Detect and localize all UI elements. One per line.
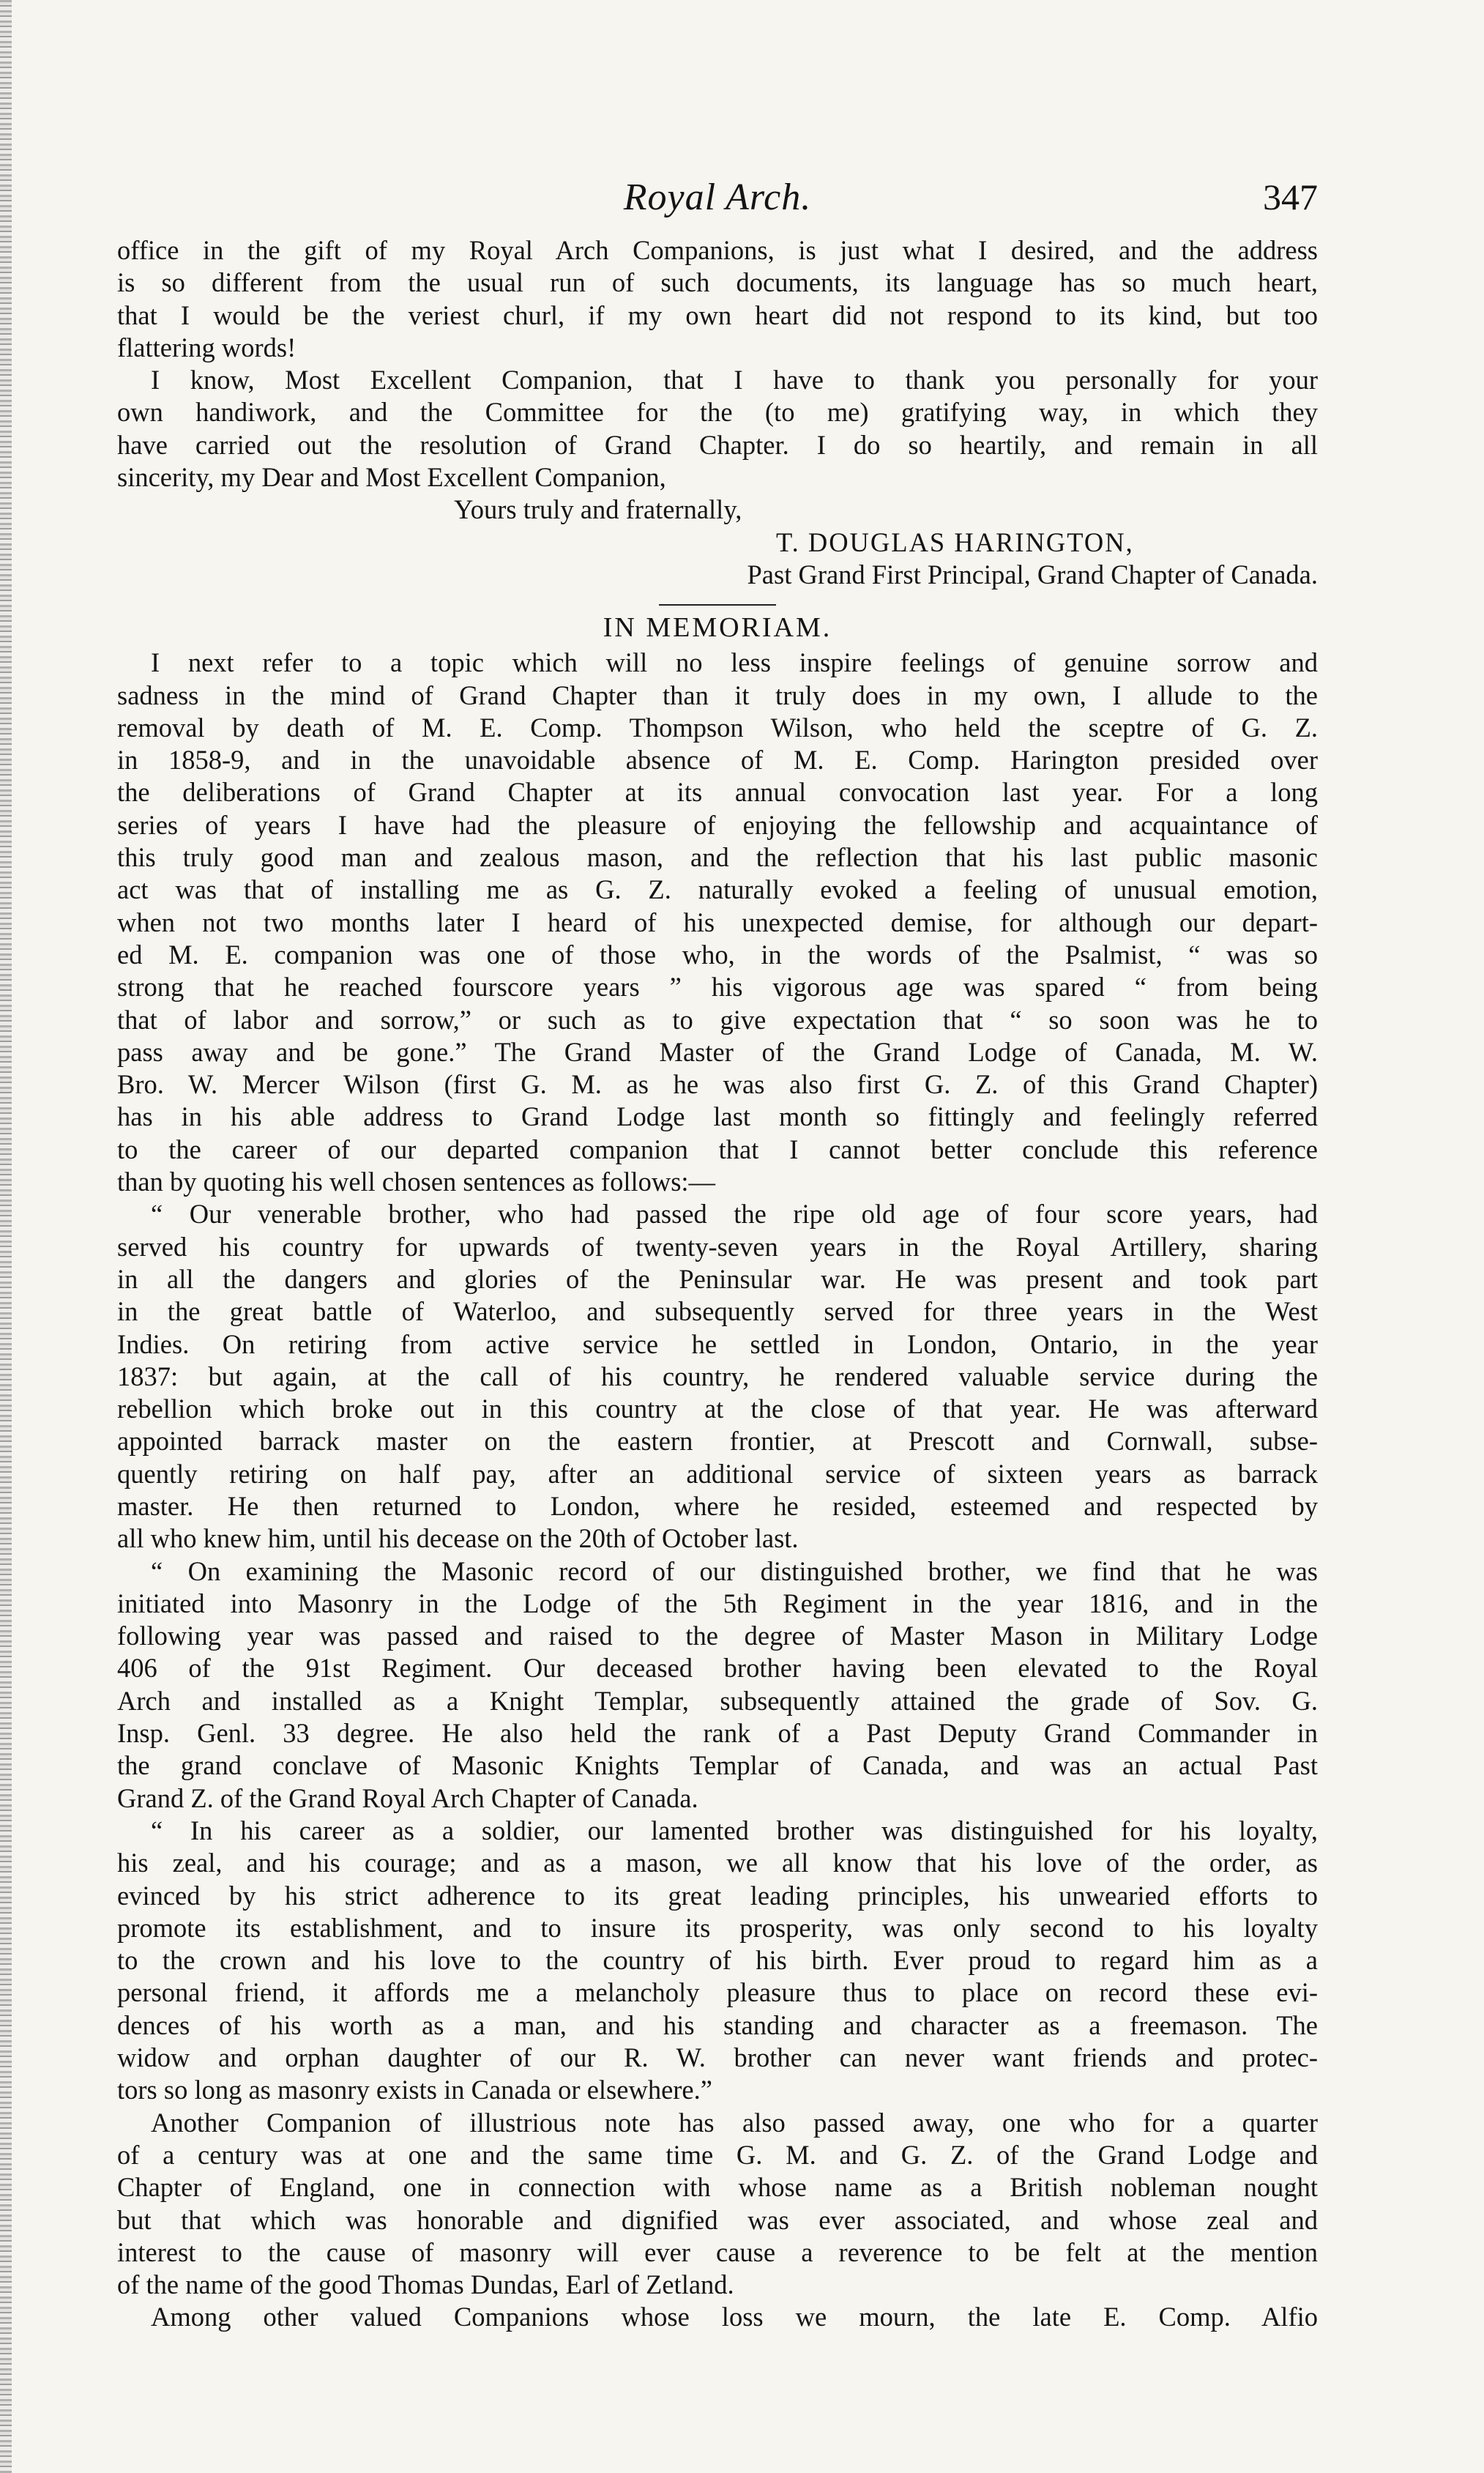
text-line: master. He then returned to London, where he resided, esteemed and respected by [117, 1490, 1318, 1521]
memoriam-paragraph-3 [117, 1555, 1318, 1815]
text-line: tors so long as masonry exists in Canada or elsewhere.” [117, 2075, 712, 2105]
text-line: has in his able address to Grand Lodge last month so fittingly and feelingly referred [117, 1101, 1318, 1132]
text-line: sincerity, my Dear and Most Excellent Companion, [117, 462, 666, 493]
page-header [117, 176, 1318, 234]
memoriam-paragraph-1 [117, 647, 1318, 1198]
text-line: sadness in the mind of Grand Chapter than it truly does in my own, I allude to the [117, 680, 1318, 710]
memoriam-paragraph-2 [117, 1198, 1318, 1555]
text-line: I next refer to a topic which will no less inspire feelings of genuine sorrow and [151, 647, 1318, 678]
section-divider [659, 604, 776, 606]
text-line: Chapter of England, one in connection with whose name as a British nobleman nought [117, 2172, 1318, 2203]
page-number: 347 [1263, 176, 1318, 217]
text-line: evinced by his strict adherence to its great leading principles, his unwearied efforts to [117, 1880, 1318, 1911]
text-line: widow and orphan daughter of our R. W. brother can never want friends and protec- [117, 2042, 1318, 2073]
text-line: served his country for upwards of twenty-seven years in the Royal Artillery, sharing [117, 1231, 1318, 1262]
text-line: series of years I have had the pleasure of enjoying the fellowship and acquaintance of [117, 809, 1318, 840]
text-line: that I would be the veriest churl, if my own heart did not respond to its kind, but too [117, 300, 1318, 330]
letter-paragraph-2 [117, 364, 1318, 494]
text-line: in 1858-9, and in the unavoidable absence of M. E. Comp. Harington presided over [117, 745, 1318, 776]
text-line: this truly good man and zealous mason, and the reflection that his last public masonic [117, 842, 1318, 873]
text-line: strong that he reached fourscore years ” his vigorous age was spared “ from being [117, 972, 1318, 1003]
text-line: the grand conclave of Masonic Knights Templar of Canada, and was an actual Past [117, 1750, 1318, 1781]
book-page [117, 176, 1318, 2334]
text-line: Another Companion of illustrious note has also passed away, one who for a quarter [151, 2107, 1318, 2138]
text-line: flattering words! [117, 332, 297, 362]
text-line: but that which was honorable and dignified was ever associated, and whose zeal and [117, 2204, 1318, 2235]
running-title: Royal Arch. [623, 176, 812, 218]
text-line: Insp. Genl. 33 degree. He also held the rank of a Past Deputy Grand Commander in [117, 1718, 1318, 1749]
memoriam-paragraph-5 [117, 2107, 1318, 2302]
memoriam-paragraph-6 [117, 2301, 1318, 2333]
text-line: have carried out the resolution of Grand Chapter. I do so heartily, and remain in all [117, 429, 1318, 460]
text-line: I know, Most Excellent Companion, that I have to thank you personally for your [151, 365, 1318, 395]
text-line: interest to the cause of masonry will ever cause a reverence to be felt at the mention [117, 2236, 1318, 2267]
text-line: 1837: but again, at the call of his country, he rendered valuable service during the [117, 1361, 1318, 1391]
section-heading: IN MEMORIAM. [603, 612, 832, 644]
text-line: in the great battle of Waterloo, and subsequently served for three years in the West [117, 1296, 1318, 1327]
text-line: “ On examining the Masonic record of our distinguished brother, we find that he was [151, 1555, 1318, 1586]
text-line: to the career of our departed companion that I cannot better conclude this reference [117, 1134, 1318, 1164]
text-line: rebellion which broke out in this country at the close of that year. He was afterward [117, 1394, 1318, 1424]
text-line: to the crown and his love to the country of his birth. Ever proud to regard him as a [117, 1945, 1318, 1976]
signatory-name: T. DOUGLAS HARINGTON, [776, 527, 1134, 557]
text-line: Bro. W. Mercer Wilson (first G. M. as he was also first G. Z. of this Grand Chapter) [117, 1069, 1318, 1100]
text-line: Arch and installed as a Knight Templar, subsequently attained the grade of Sov. G. [117, 1685, 1318, 1716]
text-line: ed M. E. companion was one of those who, in the words of the Psalmist, “ was so [117, 939, 1318, 970]
text-line: pass away and be gone.” The Grand Master of the Grand Lodge of Canada, M. W. [117, 1036, 1318, 1067]
text-line: when not two months later I heard of his unexpected demise, for although our depart- [117, 907, 1318, 937]
memoriam-paragraph-4 [117, 1815, 1318, 2107]
text-line: removal by death of M. E. Comp. Thompson Wilson, who held the sceptre of G. Z. [117, 712, 1318, 743]
text-line: than by quoting his well chosen sentences as follows:— [117, 1167, 716, 1197]
text-line: own handiwork, and the Committee for the (to me) gratifying way, in which they [117, 397, 1318, 428]
text-line: that of labor and sorrow,” or such as to give expectation that “ so soon was he to [117, 1004, 1318, 1035]
letter-signature-block [117, 494, 1318, 591]
text-line: office in the gift of my Royal Arch Companions, is just what I desired, and the address [117, 235, 1318, 265]
text-line: in all the dangers and glories of the Peninsular war. He was present and took part [117, 1263, 1318, 1294]
text-line: the deliberations of Grand Chapter at its annual convocation last year. For a long [117, 777, 1318, 808]
signatory-title: Past Grand First Principal, Grand Chapter of Canada. [747, 559, 1318, 590]
text-line: quently retiring on half pay, after an additional service of sixteen years as barrack [117, 1458, 1318, 1489]
letter-paragraph-1 [117, 234, 1318, 364]
text-line: his zeal, and his courage; and as a mason, we all know that his love of the order, as [117, 1848, 1318, 1878]
text-line: Indies. On retiring from active service he settled in London, Ontario, in the year [117, 1328, 1318, 1359]
text-line: 406 of the 91st Regiment. Our deceased brother having been elevated to the Royal [117, 1653, 1318, 1684]
letter-closing: Yours truly and fraternally, [454, 494, 742, 525]
text-line: Grand Z. of the Grand Royal Arch Chapter of Canada. [117, 1782, 698, 1813]
book-binding-edge [0, 0, 12, 2473]
text-line: all who knew him, until his decease on the 20th of October last. [117, 1523, 799, 1554]
text-line: dences of his worth as a man, and his standing and character as a freemason. The [117, 2009, 1318, 2040]
text-line: is so different from the usual run of such documents, its language has so much heart, [117, 267, 1318, 298]
text-line: “ Our venerable brother, who had passed the ripe old age of four score years, had [151, 1199, 1318, 1230]
text-line: personal friend, it affords me a melancholy pleasure thus to place on record these evi- [117, 1977, 1318, 2008]
text-line: appointed barrack master on the eastern frontier, at Prescott and Cornwall, subse- [117, 1426, 1318, 1457]
text-line: Among other valued Companions whose loss we mourn, the late E. Comp. Alfio [151, 2302, 1318, 2332]
text-line: “ In his career as a soldier, our lamented brother was distinguished for his loyalty, [151, 1815, 1318, 1845]
text-line: promote its establishment, and to insure its prosperity, was only second to his loyalty [117, 1912, 1318, 1943]
text-line: act was that of installing me as G. Z. naturally evoked a feeling of unusual emotion, [117, 874, 1318, 905]
text-line: of the name of the good Thomas Dundas, Earl of Zetland. [117, 2269, 734, 2300]
text-line: following year was passed and raised to the degree of Master Mason in Military Lodge [117, 1621, 1318, 1651]
text-line: initiated into Masonry in the Lodge of the 5th Regiment in the year 1816, and in the [117, 1588, 1318, 1618]
text-line: of a century was at one and the same time G. M. and G. Z. of the Grand Lodge and [117, 2139, 1318, 2170]
